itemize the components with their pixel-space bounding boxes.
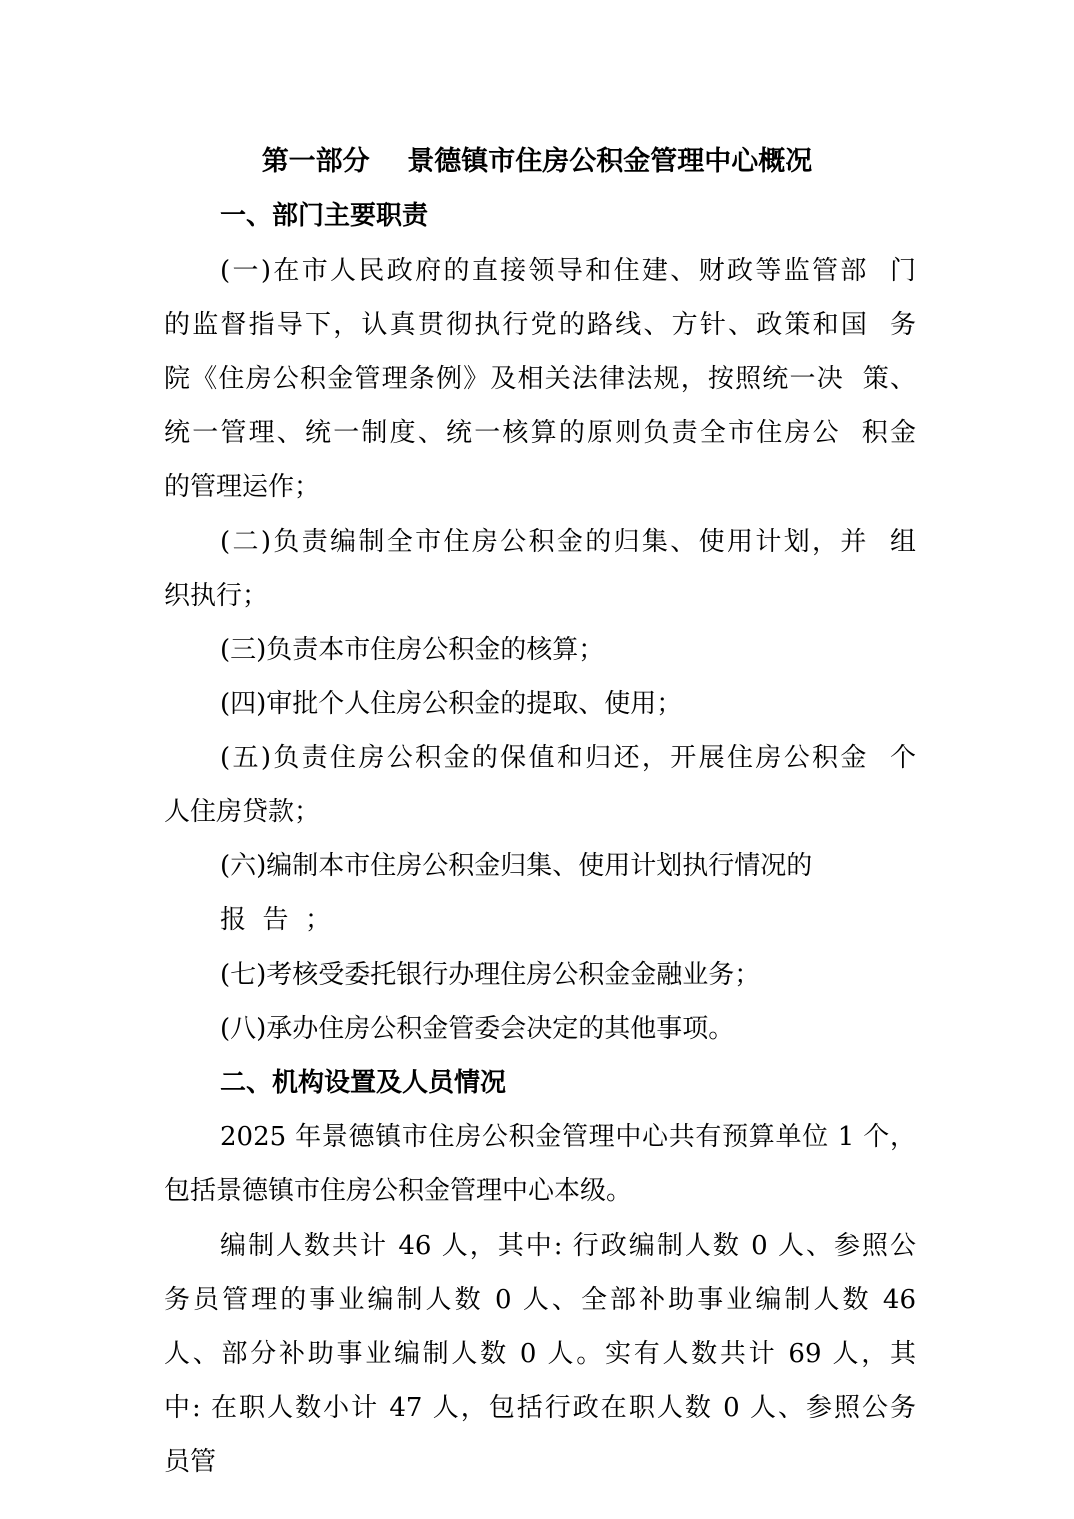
paragraph-line: 统一管理、统一制度、统一核算的原则负责全市住房公 积金 (164, 418, 916, 448)
section-heading-organization: 二、机构设置及人员情况 (220, 1068, 507, 1098)
paragraph-line: 人、部分补助事业编制人数 0 人。实有人数共计 69 人，其 (164, 1339, 916, 1369)
paragraph-line: 院《住房公积金管理条例》及相关法律法规，按照统一决 策、 (164, 364, 916, 394)
paragraph-line: 报 告 ； (220, 905, 332, 935)
paragraph-line: (三)负责本市住房公积金的核算； (220, 635, 605, 665)
paragraph-line: 编制人数共计 46 人，其中: 行政编制人数 0 人、参照公 (220, 1231, 916, 1261)
paragraph-line: 员管 (164, 1447, 217, 1477)
paragraph-line: (四)审批个人住房公积金的提取、使用； (220, 689, 683, 719)
paragraph-line: 人住房贷款； (164, 797, 321, 827)
paragraph-line: 2025 年景德镇市住房公积金管理中心共有预算单位 1 个， (220, 1122, 916, 1152)
paragraph-line: 中: 在职人数小计 47 人，包括行政在职人数 0 人、参照公务 (164, 1393, 916, 1423)
paragraph-line: (二)负责编制全市住房公积金的归集、使用计划，并 组 (220, 527, 916, 557)
paragraph-line: (八)承办住房公积金管委会决定的其他事项。 (220, 1014, 735, 1044)
section-heading-duties: 一、部门主要职责 (220, 201, 429, 231)
paragraph-line: 织执行； (164, 581, 269, 611)
paragraph-line: (六)编制本市住房公积金归集、使用计划执行情况的 (220, 851, 813, 881)
paragraph-line: 的监督指导下，认真贯彻执行党的路线、方针、政策和国 务 (164, 310, 916, 340)
paragraph-line: (五)负责住房公积金的保值和归还，开展住房公积金 个 (220, 743, 916, 773)
paragraph-line: (一)在市人民政府的直接领导和住建、财政等监管部 门 (220, 256, 916, 286)
paragraph-line: 包括景德镇市住房公积金管理中心本级。 (164, 1176, 633, 1206)
paragraph-line: (七)考核受委托银行办理住房公积金金融业务； (220, 960, 761, 990)
paragraph-line: 务员管理的事业编制人数 0 人、全部补助事业编制人数 46 (164, 1285, 916, 1315)
paragraph-line: 的管理运作； (164, 472, 321, 502)
page-title: 第一部分 景德镇市住房公积金管理中心概况 (261, 146, 813, 177)
